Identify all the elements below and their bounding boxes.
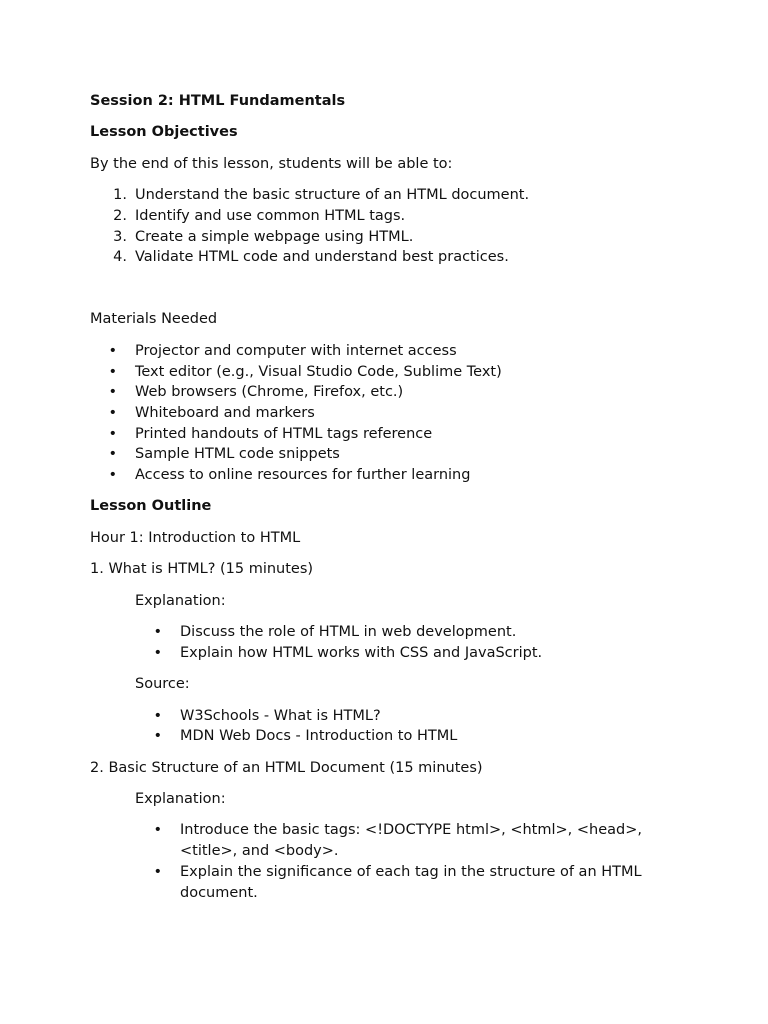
source-item: W3Schools - What is HTML? — [180, 707, 381, 724]
list-item-text: Validate HTML code and understand best practices. — [135, 249, 509, 266]
list-item — [90, 382, 690, 403]
outline-heading: Lesson Outline — [90, 498, 212, 515]
explanation-label: Explanation: — [135, 791, 226, 808]
bullet-icon: • — [108, 404, 117, 421]
list-item — [135, 643, 690, 664]
list-item-text: Text editor (e.g., Visual Studio Code, Sublime Text) — [135, 363, 502, 380]
source-label: Source: — [135, 676, 190, 693]
bullet-icon: • — [153, 624, 162, 641]
bullet-icon: • — [108, 467, 117, 484]
list-item — [135, 622, 690, 643]
bullet-icon: • — [153, 728, 162, 745]
objectives-list — [90, 185, 690, 268]
list-item-text: Whiteboard and markers — [135, 404, 315, 421]
explanation-list — [135, 820, 690, 903]
document-body — [90, 91, 690, 903]
list-item — [135, 820, 690, 861]
bullet-icon: • — [108, 425, 117, 442]
list-number: 3. — [113, 228, 127, 245]
bullet-icon: • — [108, 384, 117, 401]
bullet-icon: • — [153, 863, 162, 880]
section-title: 1. What is HTML? (15 minutes) — [90, 561, 314, 578]
session-title: Session 2: HTML Fundamentals — [90, 93, 346, 109]
list-item — [90, 206, 690, 227]
list-item-text: Introduce the basic tags: <!DOCTYPE html>, <html>, <head>, <title>, and <body>. — [180, 822, 642, 860]
bullet-icon: • — [108, 342, 117, 359]
bullet-icon: • — [153, 822, 162, 839]
list-item-text: Understand the basic structure of an HTML document. — [135, 187, 530, 204]
list-number: 2. — [113, 207, 127, 224]
hour-heading: Hour 1: Introduction to HTML — [90, 529, 301, 546]
explanation-list — [135, 622, 690, 663]
list-item — [90, 444, 690, 465]
list-number: 4. — [113, 249, 127, 266]
bullet-icon: • — [153, 707, 162, 724]
objectives-intro: By the end of this lesson, students will be able to: — [90, 155, 453, 172]
list-item — [90, 341, 690, 362]
list-number: 1. — [113, 187, 127, 204]
list-item — [135, 726, 690, 747]
source-item: MDN Web Docs - Introduction to HTML — [180, 728, 458, 745]
bullet-icon: • — [108, 446, 117, 463]
source-list — [135, 706, 690, 747]
section-title: 2. Basic Structure of an HTML Document (15 minutes) — [90, 759, 483, 776]
list-item-text: Access to online resources for further learning — [135, 467, 471, 484]
materials-list — [90, 341, 690, 486]
bullet-icon: • — [108, 363, 117, 380]
list-item — [90, 465, 690, 486]
materials-heading: Materials Needed — [90, 311, 218, 328]
list-item-text: Sample HTML code snippets — [135, 446, 340, 463]
list-item — [135, 862, 690, 903]
list-item-text: Printed handouts of HTML tags reference — [135, 425, 433, 442]
list-item-text: Create a simple webpage using HTML. — [135, 228, 414, 245]
bullet-icon: • — [153, 644, 162, 661]
list-item — [90, 227, 690, 248]
list-item-text: Projector and computer with internet access — [135, 342, 457, 359]
explanation-label: Explanation: — [135, 592, 226, 609]
list-item-text: Discuss the role of HTML in web development. — [180, 624, 517, 641]
objectives-heading: Lesson Objectives — [90, 124, 238, 141]
list-item — [135, 706, 690, 727]
list-item — [90, 403, 690, 424]
list-item-text: Identify and use common HTML tags. — [135, 207, 406, 224]
list-item-text: Explain how HTML works with CSS and JavaScript. — [180, 644, 543, 661]
list-item — [90, 362, 690, 383]
list-item-text: Web browsers (Chrome, Firefox, etc.) — [135, 384, 404, 401]
list-item — [90, 424, 690, 445]
list-item — [90, 185, 690, 206]
list-item-text: Explain the significance of each tag in the structure of an HTML document. — [180, 863, 642, 901]
list-item — [90, 247, 690, 268]
